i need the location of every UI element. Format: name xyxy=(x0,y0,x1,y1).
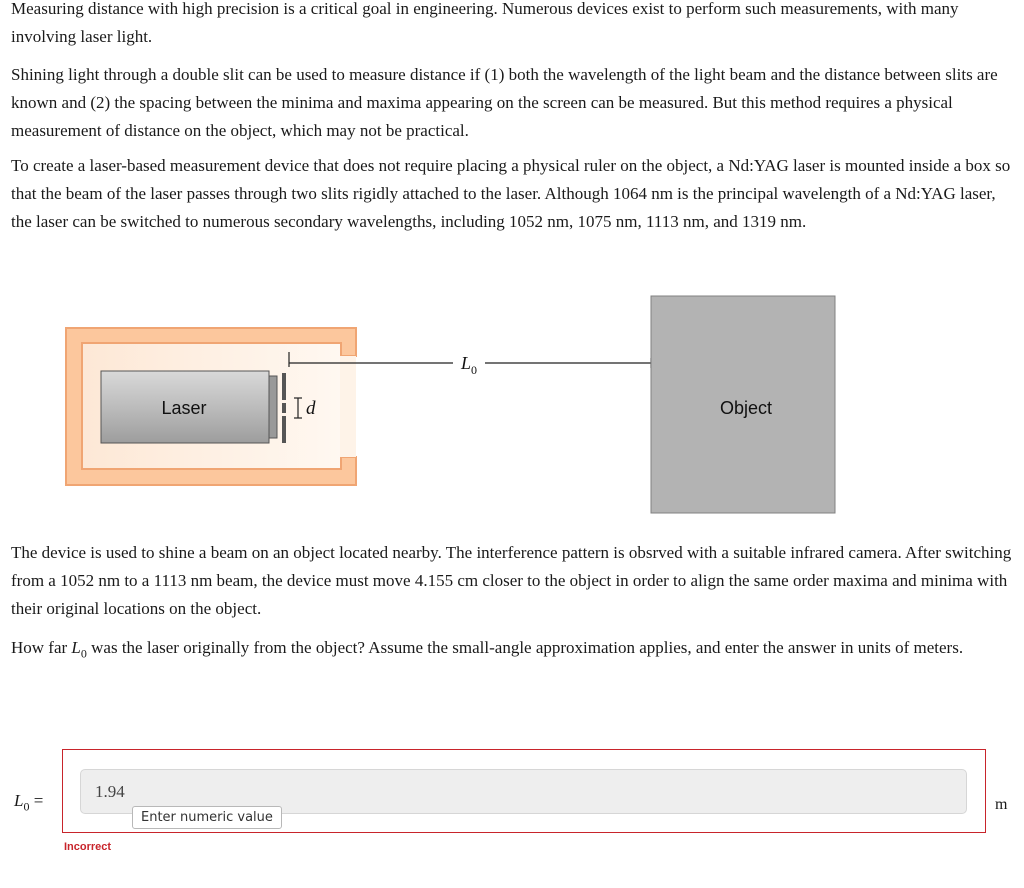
question-paragraph: How far $L_0$ was the laser originally from the object? Assume the small-angle approximation applies, and enter the answer in units of meters. xyxy=(11,638,964,661)
slit-plate-bottom xyxy=(282,416,286,443)
input-hint-tooltip: Enter numeric value xyxy=(132,806,282,829)
slit-separation-label: d xyxy=(306,398,316,419)
double-slit-paragraph: Shining light through a double slit can be used to measure distance if (1) both the wavelength of the light beam and the distance between slits are known and (2) the spacing between the minima and maxima appearing on the screen can be measured. But this method requires a physical measurement of distance on the object, which may not be practical. xyxy=(11,65,998,140)
laser-label: Laser xyxy=(161,398,207,418)
unit-label: m xyxy=(995,796,1008,813)
answer-value: 1.94 xyxy=(95,782,125,801)
device-paragraph: To create a laser-based measurement device that does not require placing a physical ruler on the object, a Nd:YAG laser is mounted inside a box so that the beam of the laser passes through two slits rigidly attached to the laser. Although 1064 nm is the principal wavelength of a Nd:YAG laser, the laser can be switched to numerous secondary wavelengths, including 1052 nm, 1075 nm, 1113 nm, and 1319 nm. xyxy=(11,156,1011,231)
slit-plate-middle xyxy=(282,403,286,413)
setup-diagram xyxy=(0,285,1024,530)
experiment-paragraph: The device is used to shine a beam on an object located nearby. The interference pattern is obsrved with a suitable infrared camera. After switching from a 1052 nm to a 1113 nm beam, the device must move 4.155 cm closer to the object in order to align the same order maxima and minima with their original locations on the object. xyxy=(11,543,1012,618)
intro-paragraph: Measuring distance with high precision is a critical goal in engineering. Numerous devices exist to perform such measurements, with many involving laser light. xyxy=(11,0,959,46)
object-label: Object xyxy=(719,398,773,418)
status-incorrect: Incorrect xyxy=(64,841,112,853)
laser-nozzle xyxy=(269,376,277,438)
slit-plate-top xyxy=(282,373,286,400)
distance-label: $L_0$ xyxy=(461,353,478,377)
answer-variable-label: $L_0$ = xyxy=(14,791,44,814)
